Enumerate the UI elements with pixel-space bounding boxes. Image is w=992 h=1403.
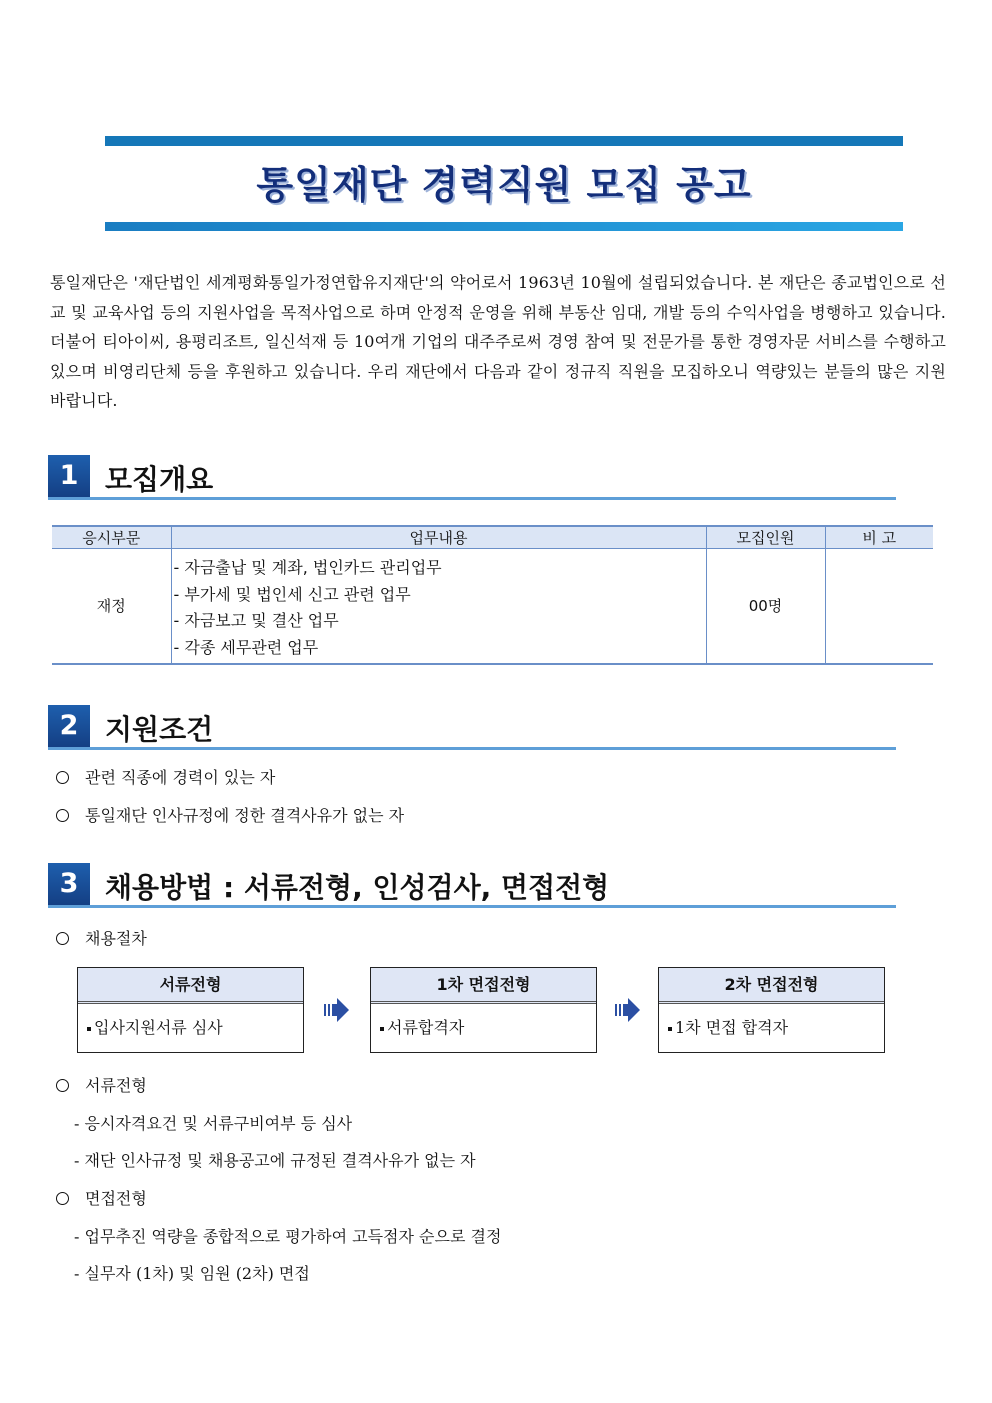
square-bullet-icon	[668, 1027, 672, 1031]
process-step-interview-2	[658, 967, 885, 1053]
section-heading-overview	[48, 455, 896, 499]
hollow-circle-bullet-icon	[56, 1192, 69, 1205]
title-top-bar	[105, 136, 903, 146]
section-heading-hiring-method	[48, 863, 896, 907]
header-headcount: 모집인원	[706, 526, 825, 549]
square-bullet-icon	[87, 1027, 91, 1031]
square-bullet-icon	[380, 1027, 384, 1031]
page-title: 통일재단 경력직원 모집 공고	[256, 163, 752, 207]
condition-item	[56, 803, 404, 826]
document-screening-item: - 응시자격요건 및 서류구비여부 등 심사	[74, 1114, 353, 1133]
section-title: 모집개요	[105, 463, 214, 496]
cell-headcount: 00명	[706, 549, 825, 664]
section-rule	[48, 747, 896, 750]
step-detail-text: 입사지원서류 심사	[94, 1018, 223, 1037]
step-title: 1차 면접전형	[371, 968, 596, 1004]
recruitment-overview-table	[52, 525, 933, 665]
hollow-circle-bullet-icon	[56, 809, 69, 822]
process-label-text: 채용절차	[85, 929, 147, 948]
cell-note	[825, 549, 933, 664]
section-number-badge: 1	[48, 455, 90, 497]
duty-item: - 자금출납 및 계좌, 법인카드 관리업무	[173, 558, 442, 577]
process-label	[56, 926, 147, 949]
duty-item: - 부가세 및 법인세 신고 관련 업무	[173, 584, 411, 604]
document-screening-item: - 재단 인사규정 및 채용공고에 규정된 결격사유가 없는 자	[74, 1151, 476, 1170]
condition-text: 통일재단 인사규정에 정한 결격사유가 없는 자	[85, 806, 405, 825]
hollow-circle-bullet-icon	[56, 1079, 69, 1092]
step-detail-text: 1차 면접 합격자	[675, 1018, 789, 1037]
intro-paragraph: 통일재단은 '재단법인 세계평화통일가정연합유지재단'의 약어로서 1963년 10월에 설립되었습니다. 본 재단은 종교법인으로 선교 및 교육사업 등의 지원사업을 목적사업으로 하며 안정적 운영을 위해 부동산 임대, 개발 등의 수익사업을 병행하고 있습니다. 더불어 티아이씨, 용평리조트, 일신석재 등 10여개 기업의 대주주로써 경영 참여 및 전문가를 통한 경영자문 서비스를 수행하고 있으며 비영리단체 등을 후원하고 있습니다. 우리 재단에서 다음과 같이 정규직 직원을 모집하오니 역량있는 분들의 많은 지원 바랍니다.	[50, 273, 946, 411]
step-title: 서류전형	[78, 968, 303, 1004]
step-detail	[371, 1004, 596, 1038]
title-banner	[105, 136, 903, 231]
duty-item: - 각종 세무관련 업무	[173, 638, 319, 658]
step-title: 2차 면접전형	[659, 968, 884, 1004]
cell-department: 재정	[52, 549, 171, 664]
hollow-circle-bullet-icon	[56, 932, 69, 945]
step-detail	[659, 1004, 884, 1038]
section-rule	[48, 497, 896, 500]
table-row	[52, 549, 933, 664]
condition-item	[56, 765, 275, 788]
section-rule	[48, 905, 896, 908]
header-department: 응시부문	[52, 526, 171, 549]
section-heading-conditions	[48, 705, 896, 749]
hollow-circle-bullet-icon	[56, 771, 69, 784]
title-bottom-bar	[105, 222, 903, 231]
header-note: 비 고	[825, 526, 933, 549]
header-duties: 업무내용	[171, 526, 706, 549]
process-step-document	[77, 967, 304, 1053]
process-step-interview-1	[370, 967, 597, 1053]
duty-item: - 자금보고 및 결산 업무	[173, 611, 339, 631]
step-detail	[78, 1004, 303, 1038]
condition-text: 관련 직종에 경력이 있는 자	[85, 768, 276, 787]
section-number-badge: 3	[48, 863, 90, 905]
section-title: 채용방법 : 서류전형, 인성검사, 면접전형	[105, 871, 610, 904]
right-arrow-icon	[324, 995, 350, 1025]
section-title: 지원조건	[105, 713, 214, 746]
cell-duties	[171, 549, 706, 664]
step-detail-text: 서류합격자	[387, 1018, 465, 1037]
document-screening-label	[56, 1073, 147, 1096]
right-arrow-icon	[615, 995, 641, 1025]
interview-label	[56, 1186, 147, 1209]
interview-item: - 실무자 (1차) 및 임원 (2차) 면접	[74, 1264, 310, 1283]
section-number-badge: 2	[48, 705, 90, 747]
interview-item: - 업무추진 역량을 종합적으로 평가하여 고득점자 순으로 결정	[74, 1227, 502, 1246]
document-screening-text: 서류전형	[85, 1076, 147, 1095]
table-header-row	[52, 526, 933, 549]
interview-text: 면접전형	[85, 1189, 147, 1208]
